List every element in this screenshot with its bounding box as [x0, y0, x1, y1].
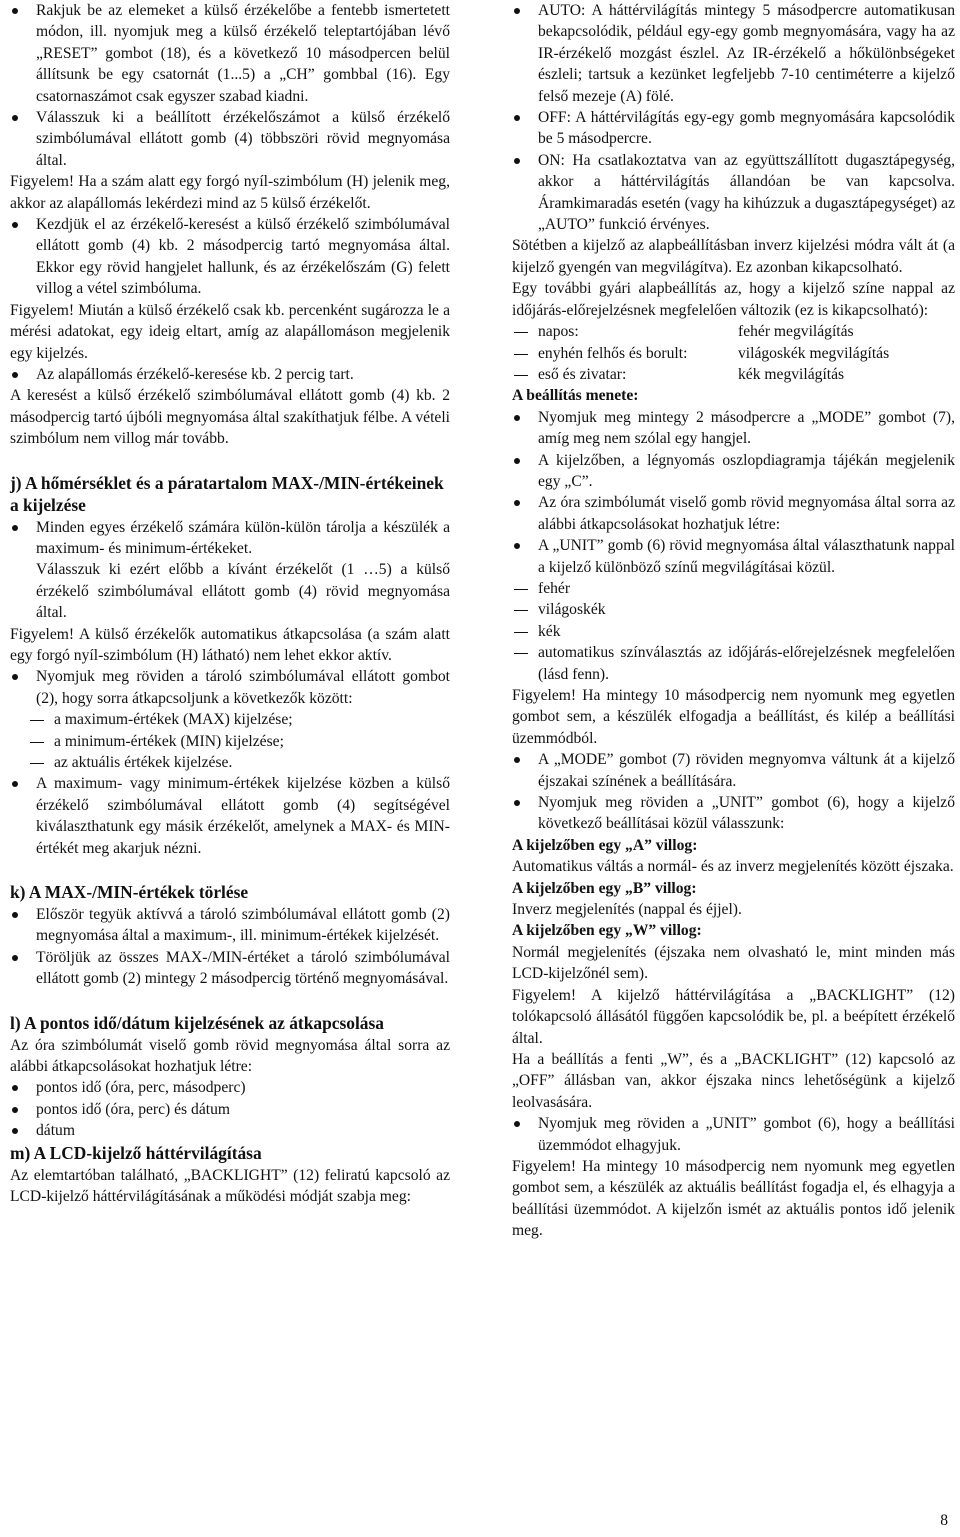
color-value: kék megvilágítás: [738, 365, 845, 383]
paragraph: Automatikus váltás a normál- és az inverz megjelenítés között éjszaka.: [512, 858, 954, 876]
subheading: A kijelzőben egy „B” villog:: [512, 879, 697, 897]
paragraph: Az óra szimbólumát viselő gomb rövid megnyomása által sorra az alábbi átkapcsolásokat hozhatjuk létre:: [10, 1036, 450, 1076]
condition-label: enyhén felhős és borult:: [538, 344, 688, 362]
color-table-row: [512, 343, 955, 364]
paragraph: Válasszuk ki ezért előbb a kívánt érzékelőt (1 …5) a külső érzékelő szimbólumával ellátott gomb (4) rövid megnyomása által.: [36, 561, 450, 622]
list-item: Nyomjuk meg mintegy 2 másodpercre a „MODE” gombot (7), amíg meg nem szólal egy hangjel.: [512, 407, 955, 450]
subheading: A kijelzőben egy „A” villog:: [512, 836, 698, 854]
list-item: Először tegyük aktívvá a tároló szimbólumával ellátott gomb (2) megnyomása által a maximum-, ill. minimum-értékek kijelzését.: [10, 904, 450, 947]
list-item: Töröljük az összes MAX-/MIN-értéket a tároló szimbólumával ellátott gomb (2) mintegy 2 másodpercig történő megnyomásával.: [10, 947, 450, 990]
dash-item: az aktuális értékek kijelzése.: [10, 752, 450, 773]
left-column: [10, 0, 450, 1208]
note-paragraph: Figyelem! Miután a külső érzékelő csak kb. percenként sugározza le a mérési adatokat, egy ideig eltart, amíg az alapállomáson megjelenik egy kijelzés.: [10, 301, 450, 362]
dash-item: a minimum-értékek (MIN) kijelzése;: [10, 731, 450, 752]
list-item: A „UNIT” gomb (6) rövid megnyomása által választhatunk nappal a kijelző különböző színű megvilágításai közül.: [512, 535, 955, 578]
dash-item: a maximum-értékek (MAX) kijelzése;: [10, 709, 450, 730]
list-item: Minden egyes érzékelő számára külön-külön tárolja a készülék a maximum- és minimum-értékeket.: [10, 517, 450, 560]
subheading: A beállítás menete:: [512, 387, 639, 405]
note-paragraph: Figyelem! Ha mintegy 10 másodpercig nem nyomunk meg egyetlen gombot sem, a készülék az aktuális beállítást fogadja el, és elhagyja a beállítási üzemmódot. A kijelzőn ismét az aktuális pontos idő jelenik meg.: [512, 1157, 955, 1240]
condition-label: eső és zivatar:: [538, 365, 627, 383]
note-paragraph: Figyelem! A külső érzékelők automatikus átkapcsolása (a szám alatt egy forgó nyíl-szimbólum (H) látható) nem lehet ekkor aktív.: [10, 625, 450, 664]
note-paragraph: Figyelem! Ha mintegy 10 másodpercig nem nyomunk meg egyetlen gombot sem, a készülék elfogadja a beállítást, és kilép a beállítási üzemmódból.: [512, 687, 955, 747]
paragraph: Egy további gyári alapbeállítás az, hogy a kijelző színe nappal az időjárás-előrejelzésnek megfelelően változik (ez is kikapcsolható):: [512, 280, 955, 319]
list-item: ON: Ha csatlakoztatva van az együttszállított dugasztápegység, akkor a háttérvilágítás állandóan be van kapcsolva. Áramkimaradás esetén (vagy ha kihúzzuk a dugasztápegységet) az „AUTO” funkció érvényes.: [512, 150, 955, 236]
paragraph: A keresést a külső érzékelő szimbólumával ellátott gomb (4) kb. 2 másodpercig tartó újbóli megnyomása által szakíthatjuk félbe. A vételi szimbólum nem villog már tovább.: [10, 387, 450, 448]
section-heading-j: j) A hőmérséklet és a páratartalom MAX-/MIN-értékeinek a kijelzése: [10, 472, 444, 515]
list-item: Nyomjuk meg röviden a „UNIT” gombot (6), hogy a kijelző következő beállításai közül válasszunk:: [512, 792, 955, 835]
subheading: A kijelzőben egy „W” villog:: [512, 922, 702, 940]
paragraph: Sötétben a kijelző az alapbeállításban inverz kijelzési módra vált át (a kijelző gyengén van megvilágítva). Ez azonban kikapcsolható.: [512, 237, 955, 276]
paragraph: Az elemtartóban található, „BACKLIGHT” (12) feliratú kapcsoló az LCD-kijelző háttérvilágításának a működési módját szabja meg:: [10, 1166, 450, 1206]
color-value: világoskék megvilágítás: [738, 344, 890, 362]
color-table-row: [512, 321, 955, 342]
dash-item: világoskék: [512, 599, 955, 620]
condition-label: napos:: [538, 323, 579, 341]
list-item: A kijelzőben, a légnyomás oszlopdiagramja tájékán megjelenik egy „C”.: [512, 450, 955, 493]
section-heading-l: l) A pontos idő/dátum kijelzésének az átkapcsolása: [10, 1012, 384, 1033]
list-item: Nyomjuk meg röviden a „UNIT” gombot (6), hogy a beállítási üzemmódot elhagyjuk.: [512, 1113, 955, 1156]
list-item: Rakjuk be az elemeket a külső érzékelőbe a fentebb ismertetett módon, ill. nyomjuk meg a külső érzékelő teleptartójában lévő „RESET” gombot (18), és a következő 10 másodpercen belül állítsunk be egy csatornát (1...5) a „CH” gombbal (16). Egy csatornaszámot csak egyszer szabad kiadni.: [10, 0, 450, 107]
note-paragraph: Figyelem! A kijelző háttérvilágítása a „BACKLIGHT” (12) tolókapcsoló állásától függően kapcsolódik be, pl. a beépített érzékelő által.: [512, 986, 955, 1047]
color-table-row: [512, 364, 955, 385]
dash-item: kék: [512, 621, 955, 642]
color-value: fehér megvilágítás: [738, 323, 854, 341]
list-item: A „MODE” gombot (7) röviden megnyomva váltunk át a kijelző éjszakai színének a beállítására.: [512, 749, 955, 792]
list-item: OFF: A háttérvilágítás egy-egy gomb megnyomására kapcsolódik be 5 másodpercre.: [512, 107, 955, 150]
list-item: Válasszuk ki a beállított érzékelőszámot a külső érzékelő szimbólumával ellátott gomb (4) többszöri rövid megnyomása által.: [10, 107, 450, 171]
list-item: Nyomjuk meg röviden a tároló szimbólumával ellátott gombot (2), hogy sorra átkapcsoljunk a következők között:: [10, 666, 450, 709]
paragraph: Ha a beállítás a fenti „W”, és a „BACKLIGHT” (12) kapcsoló az „OFF” állásban van, akkor éjszaka nincs lehetőségünk a kijelző leolvasására.: [512, 1050, 955, 1111]
list-item: pontos idő (óra, perc) és dátum: [10, 1099, 450, 1120]
paragraph: Inverz megjelenítés (nappal és éjjel).: [512, 901, 742, 919]
list-item: dátum: [10, 1120, 450, 1141]
note-paragraph: Figyelem! Ha a szám alatt egy forgó nyíl-szimbólum (H) jelenik meg, akkor az alapállomás lekérdezi mind az 5 külső érzékelőt.: [10, 173, 450, 212]
dash-item: fehér: [512, 578, 955, 599]
list-item: AUTO: A háttérvilágítás mintegy 5 másodpercre automatikusan bekapcsolódik, például egy-egy gomb megnyomására, vagy ha az IR-érzékelő mozgást észlel. Az IR-érzékelő a hőkülönbségeket észleli; tartsuk a kezünket legfeljebb 7-10 centiméterre a kijelző felső mezeje (A) fölé.: [512, 0, 955, 107]
section-heading-m: m) A LCD-kijelző háttérvilágítása: [10, 1142, 262, 1163]
right-column: [512, 0, 955, 1242]
list-item: Az alapállomás érzékelő-keresése kb. 2 percig tart.: [10, 364, 450, 385]
page-number: 8: [940, 1511, 948, 1529]
section-heading-k: k) A MAX-/MIN-értékek törlése: [10, 882, 249, 903]
list-item: Az óra szimbólumát viselő gomb rövid megnyomása által sorra az alábbi átkapcsolásokat hozhatjuk létre:: [512, 492, 955, 535]
list-item: pontos idő (óra, perc, másodperc): [10, 1077, 450, 1098]
list-item: Kezdjük el az érzékelő-keresést a külső érzékelő szimbólumával ellátott gomb (4) kb. 2 másodpercig tartó megnyomása által. Ekkor egy rövid hangjelet hallunk, és az érzékelőszám (G) felett villog a vétel szimbóluma.: [10, 214, 450, 300]
paragraph: Normál megjelenítés (éjszaka nem olvasható le, mint minden más LCD-kijelzőnél sem).: [512, 943, 955, 983]
list-item: A maximum- vagy minimum-értékek kijelzése közben a külső érzékelő szimbólumával ellátott gomb (4) segítségével kiválaszthatunk egy másik érzékelőt, amelynek a MAX- és MIN-értékét meg akarjuk nézni.: [10, 773, 450, 859]
dash-item: automatikus színválasztás az időjárás-előrejelzésnek megfelelően (lásd fenn).: [512, 642, 955, 685]
